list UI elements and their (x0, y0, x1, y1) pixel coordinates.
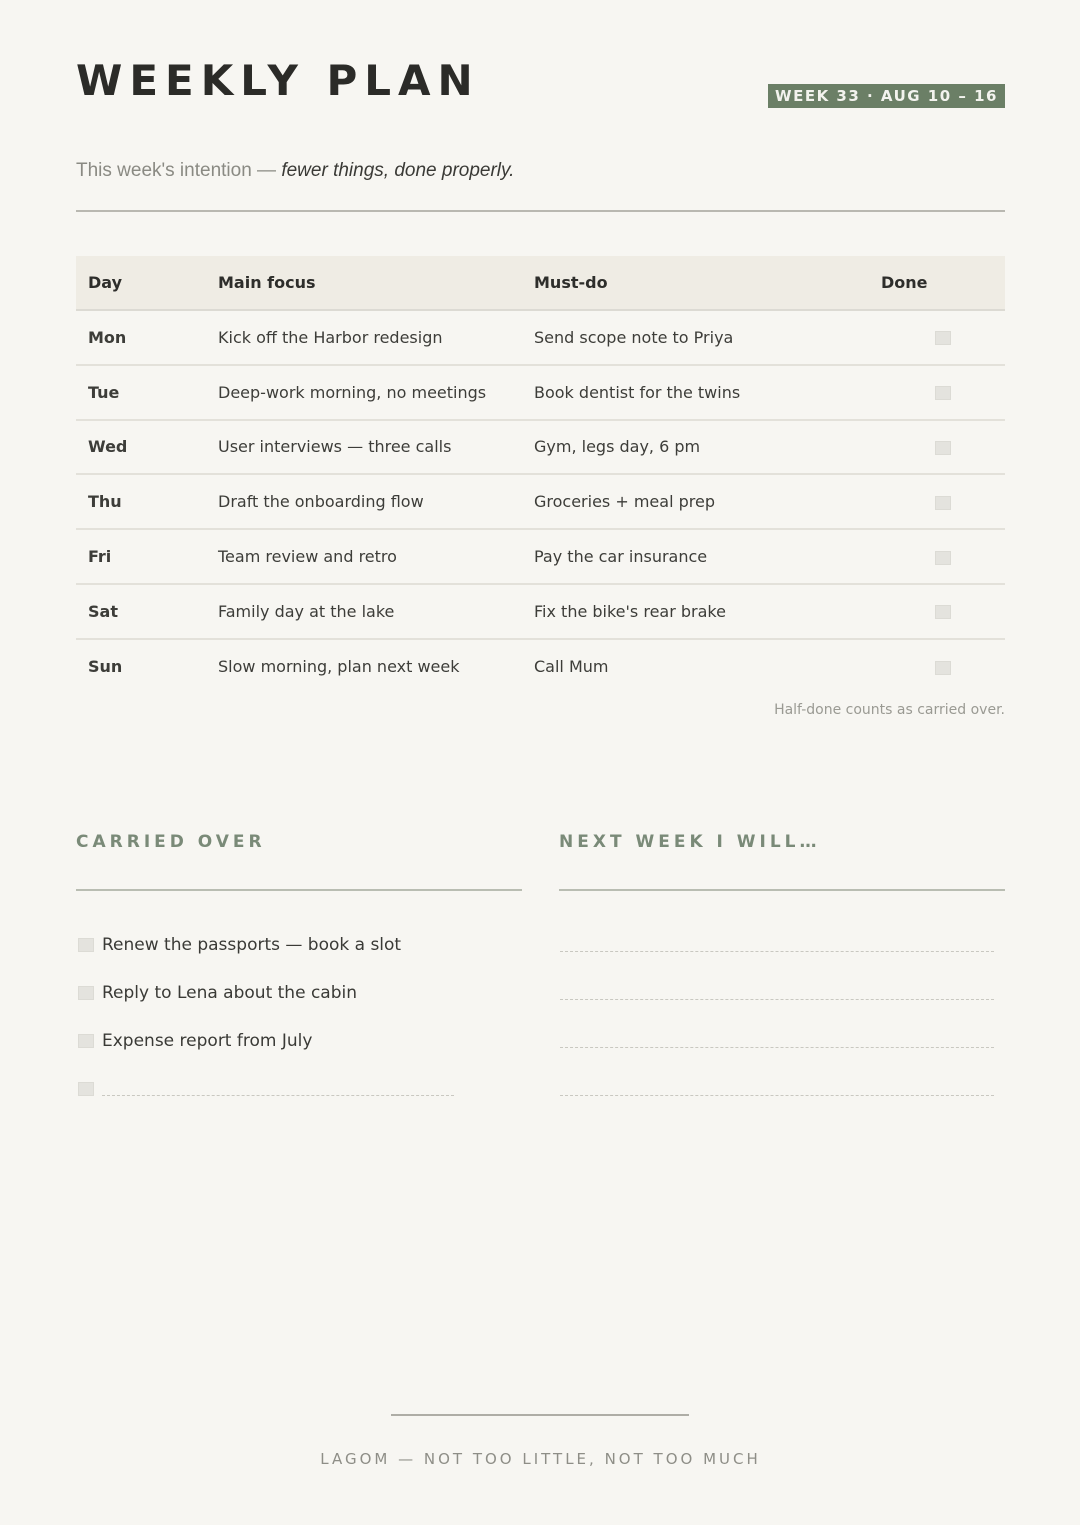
table-row (76, 420, 1005, 475)
done-checkbox[interactable] (935, 551, 951, 565)
done-cell (869, 420, 1005, 475)
blank-write-line[interactable] (102, 1095, 454, 1096)
carried-checkbox[interactable] (78, 1034, 94, 1048)
table-row (76, 310, 1005, 365)
done-cell (869, 529, 1005, 584)
list-item (76, 982, 357, 1004)
carried-checkbox[interactable] (78, 1082, 94, 1096)
table-footnote: Half-done counts as carried over. (774, 702, 1005, 718)
carried-item-label: Expense report from July (102, 1031, 313, 1051)
table-row (76, 639, 1005, 694)
weekly-intention (76, 160, 514, 182)
must-do-cell: Call Mum (534, 657, 609, 677)
done-cell (869, 474, 1005, 529)
main-focus-cell: Slow morning, plan next week (218, 657, 460, 677)
table-row (76, 584, 1005, 639)
main-focus-cell: User interviews — three calls (206, 420, 522, 475)
carried-over-divider (76, 889, 522, 891)
carried-over-heading: CARRIED OVER (76, 832, 266, 852)
next-week-divider (559, 889, 1005, 891)
done-cell (869, 365, 1005, 420)
page-title: WEEKLY PLAN (76, 56, 480, 105)
table-row (76, 529, 1005, 584)
done-checkbox[interactable] (935, 441, 951, 455)
day-cell: Tue (76, 365, 206, 420)
list-item (76, 934, 401, 956)
done-checkbox[interactable] (935, 331, 951, 345)
column-header-must-do: Must-do (522, 256, 869, 310)
carried-checkbox[interactable] (78, 986, 94, 1000)
column-header-day: Day (76, 256, 206, 310)
weekly-plan-table (76, 256, 1005, 694)
day-cell: Sat (76, 584, 206, 639)
header-divider (76, 210, 1005, 212)
must-do-cell: Gym, legs day, 6 pm (522, 420, 869, 475)
must-do-cell: Book dentist for the twins (522, 365, 869, 420)
week-badge: WEEK 33 · AUG 10 – 16 (768, 84, 1005, 108)
done-cell (869, 639, 1005, 694)
main-focus-cell: Team review and retro (206, 529, 522, 584)
next-week-write-line[interactable] (560, 999, 994, 1000)
done-cell (869, 584, 1005, 639)
main-focus-cell: Draft the onboarding flow (206, 474, 522, 529)
next-week-write-line[interactable] (560, 1047, 994, 1048)
next-week-write-line[interactable] (560, 1095, 994, 1096)
day-cell: Sun (88, 657, 123, 677)
carried-item-label: Renew the passports — book a slot (102, 935, 402, 955)
day-cell: Mon (76, 310, 206, 365)
day-cell: Fri (76, 529, 206, 584)
must-do-cell: Fix the bike's rear brake (522, 584, 869, 639)
main-focus-cell: Family day at the lake (206, 584, 522, 639)
table-header-row (76, 256, 1005, 310)
done-checkbox[interactable] (935, 496, 951, 510)
intention-label: This week's intention — (76, 160, 282, 181)
list-item (76, 1030, 312, 1052)
done-checkbox[interactable] (935, 386, 951, 400)
footer-motto: LAGOM — NOT TOO LITTLE, NOT TOO MUCH (320, 1450, 761, 1468)
intention-text: fewer things, done properly. (281, 160, 515, 181)
next-week-heading: NEXT WEEK I WILL… (559, 832, 821, 852)
must-do-cell: Send scope note to Priya (522, 310, 869, 365)
table-row (76, 365, 1005, 420)
weekly-plan-page (76, 0, 1005, 1525)
done-checkbox[interactable] (935, 605, 951, 619)
list-item-blank (76, 1078, 102, 1100)
main-focus-cell: Deep-work morning, no meetings (206, 365, 522, 420)
carried-item-label: Reply to Lena about the cabin (102, 983, 357, 1003)
table-row (76, 474, 1005, 529)
must-do-cell: Groceries + meal prep (522, 474, 869, 529)
day-cell: Thu (76, 474, 206, 529)
main-focus-cell: Kick off the Harbor redesign (206, 310, 522, 365)
carried-checkbox[interactable] (78, 938, 94, 952)
must-do-cell: Pay the car insurance (522, 529, 869, 584)
done-checkbox[interactable] (935, 661, 951, 675)
done-cell (869, 310, 1005, 365)
next-week-write-line[interactable] (560, 951, 994, 952)
column-header-done: Done (869, 256, 1005, 310)
footer-divider (391, 1414, 689, 1416)
day-cell: Wed (76, 420, 206, 475)
column-header-main-focus: Main focus (206, 256, 522, 310)
